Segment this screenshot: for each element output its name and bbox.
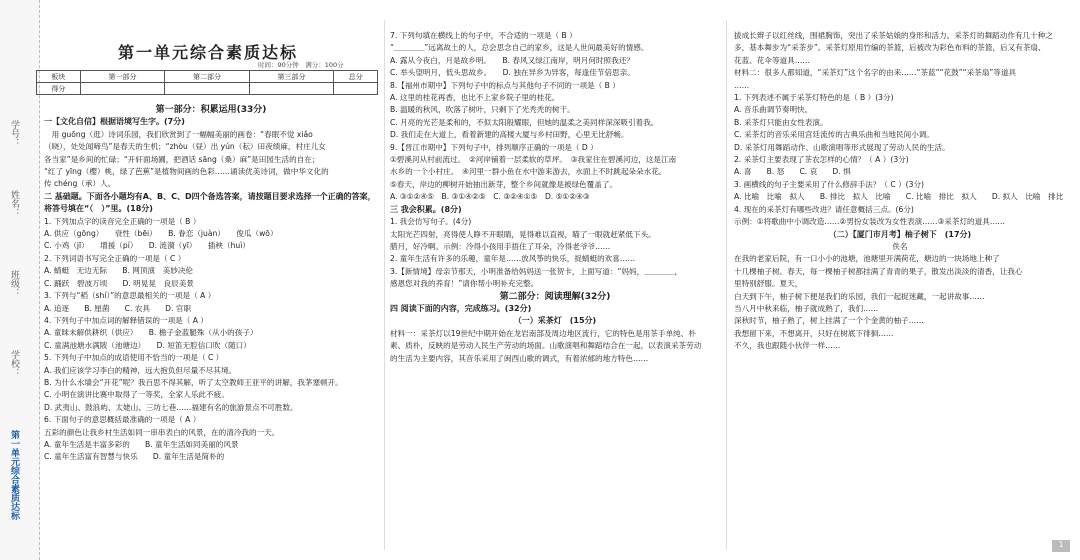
text-line: A. 童昧未解供耕织（供应） B. 檐子金蓝腿殊（从小的孩子） bbox=[44, 328, 258, 338]
text-line: 不久，我也跟随小伙伴一样…… bbox=[734, 341, 841, 351]
text-line: D. 我们走在大道上，看着新建的高楼大厦与乡村田野，心里无比舒畅。 bbox=[390, 130, 629, 140]
text-line: 五彩的颜色让我乡村生活如同一串串表白的风景，在的清冷我的一天。 bbox=[44, 427, 280, 437]
strip-label-id: 学号： bbox=[9, 120, 19, 147]
text-line: 示例：①将歌曲中小调改造……②男扮女装改为女性表演……③采茶灯的道具…… bbox=[734, 217, 1006, 227]
column-1 bbox=[44, 104, 378, 464]
text-line: A. 供应（gōng） 衰性（bēi） B. 眷恋（juàn） 俊瓜（wō） bbox=[44, 229, 278, 239]
reading-2-title: （二）【厦门市月考】柚子树下 (17分) bbox=[828, 229, 972, 239]
text-line: 1. 下列表述不属于采茶灯特色的是（ B ）(3分) bbox=[734, 93, 894, 103]
text-line: 1. 我会仿写句子。(4分) bbox=[390, 217, 472, 227]
score-cell bbox=[165, 83, 250, 95]
score-cell bbox=[334, 83, 378, 95]
score-value-row bbox=[37, 83, 378, 95]
text-line: 深秋时节，柚子熟了，树上挂满了一个个金黄的柚子…… bbox=[734, 316, 924, 326]
text-line: 的生活为主要内容，其音乐采用了闽西山歌的调式，有着浓郁的地方特色…… bbox=[390, 353, 649, 363]
text-line: C. 采茶灯的音乐采用宫廷流传的古典乐曲和当地民间小调。 bbox=[734, 130, 934, 140]
text-line: 素、质朴，反映的是劳动人民生产劳动的场面。山歌演唱和舞蹈结合在一起，以表演采茶劳动 bbox=[390, 341, 702, 351]
questions-7-9 bbox=[390, 30, 720, 204]
part-1-heading: 第一部分：积累运用(33分) bbox=[155, 105, 267, 115]
column-2 bbox=[390, 30, 720, 365]
text-line: A. 音乐曲调节奏明快。 bbox=[734, 105, 813, 115]
text-line: 7. 下列句填在横线上的句子中，不合适的一项是（ B ） bbox=[390, 31, 577, 40]
text-line: 2. 下列词语书写完全正确的一项是（ C ） bbox=[44, 253, 186, 263]
text-line: 9.【晋江市期中】下列句子中，排列顺序正确的一项是（ D ） bbox=[390, 142, 598, 152]
text-line: A. 童年生活是丰富多彩的 B. 童年生活如同美丽的风景 bbox=[44, 439, 239, 449]
text-line: 传 chéng（承）人。 bbox=[44, 179, 116, 189]
text-line: C. 举头望明月，低头思故乡。 D. 独在异乡为异客，每逢佳节倍思亲。 bbox=[390, 68, 635, 78]
reading-1-continued bbox=[734, 30, 1066, 229]
column-3 bbox=[734, 30, 1066, 353]
score-table bbox=[36, 70, 378, 95]
text-line: 里特别舒服。夏天， bbox=[734, 279, 803, 289]
text-line: 感恩您对我的养育！”请你帮小明补充完整。 bbox=[390, 279, 539, 289]
text-line: A. ③①②④⑤ B. ③①④②⑤ C. ③②④①⑤ D. ⑤①②④③ bbox=[390, 192, 590, 202]
binding-strip bbox=[0, 0, 40, 560]
text-line: 3. 画横线的句子主要采用了什么修辞手法？（ C ）(3分) bbox=[734, 179, 925, 189]
score-cell: 得分 bbox=[37, 83, 81, 95]
text-line: A. 喜 B. 怒 C. 哀 D. 惧 bbox=[734, 167, 851, 177]
section-3-body bbox=[390, 216, 720, 290]
text-line: 太阳光芒四射，亮得使人睁不开眼睛，晃得难以直视，瞄了一眼就赶紧低下头。 bbox=[390, 229, 656, 239]
score-cell bbox=[80, 83, 165, 95]
text-line: A. 比喻 比喻 拟人 B. 排比 拟人 比喻 C. 比喻 排比 拟人 D. 拟人 比喻 排比 bbox=[734, 192, 1064, 202]
score-cell: 第一部分 bbox=[80, 71, 165, 83]
text-line: 十几棵柚子树。春天，每一棵柚子树都挂满了青青的果子，散发出淡淡的清香，让我心 bbox=[734, 266, 1023, 276]
text-line: A. 蜻蜓 无边无际 B. 网顶演 美妙决伦 bbox=[44, 266, 194, 276]
text-line: 3. 下列与“稻（shí）”的意思最相关的一项是（ A ） bbox=[44, 291, 216, 301]
text-line: 5. 下列句子中加点的成语使用不恰当的一项是（ C ） bbox=[44, 353, 224, 363]
text-line: 拔成长辫子以红丝线，围裙胸饰，突出了采茶姑娘的身形和活力。采茶灯的舞蹈动作有几十种之 bbox=[734, 31, 1053, 40]
text-line: 我想留下来，不想离开，只好在树底下徘徊…… bbox=[734, 328, 894, 338]
column-divider bbox=[384, 20, 385, 550]
part-2-heading: 第二部分：阅读理解(32分) bbox=[499, 291, 611, 302]
text-line: C. 童年生活富有智慧与快乐 D. 童年生活是简朴的 bbox=[44, 452, 225, 462]
text-line: A. 这里的桂花再香，也比不上家乡院子里的桂花。 bbox=[390, 93, 560, 103]
score-cell: 第二部分 bbox=[165, 71, 250, 83]
text-line: 当八月中秋来临，柚子就成熟了，我们…… bbox=[734, 303, 879, 313]
column-divider bbox=[726, 20, 727, 550]
text-line: C. 小明在演讲比赛中取得了一等奖，全家人乐此不疲。 bbox=[44, 390, 229, 400]
text-line: ①碧溪河从村前流过。 ②河岸铺着一层柔软的草坪。 ③我家住在碧溪河边，这是江南 bbox=[390, 155, 677, 165]
section-1-body bbox=[44, 129, 378, 191]
text-line: B. 采茶灯只能由女性表演。 bbox=[734, 117, 828, 127]
text-line: 材料一：采茶灯以19世纪中期开始在龙岩南部及周边地区流行，它的特色是用茶手单纯、朴 bbox=[390, 328, 696, 338]
text-line: 在我的老家后院，有一口小小的池塘，池塘里开满荷花，塘边的一块场地上种了 bbox=[734, 254, 1000, 264]
text-line: 2. 采茶灯主要表现了茶农怎样的心情？（ A ）(3分) bbox=[734, 155, 909, 165]
text-line: 腊月，好冷啊。示例：冷得小孩用手捂住了耳朵，冷得老爷爷…… bbox=[390, 241, 611, 251]
score-cell: 第三部分 bbox=[249, 71, 334, 83]
section-4-heading: 四 阅读下面的内容，完成练习。(32分) bbox=[390, 303, 532, 313]
text-line: A. 追逐 B. 厘菌 C. 农具 D. 官职 bbox=[44, 303, 192, 313]
text-line: A. 我们应该学习李白的精神，远大抱负但尽量不尽其境。 bbox=[44, 365, 237, 375]
reading-2-author: 佚名 bbox=[892, 241, 908, 251]
text-line: 各当家”是乡间的忙碌；“开轩面场圃，把酒话 sāng（桑）麻”是田园生活的自在； bbox=[44, 154, 320, 164]
page-number: 1 bbox=[1052, 540, 1070, 552]
text-line: C. 童满池塘水满陂（池塘边） D. 短笛无腔信口吹（随口） bbox=[44, 340, 251, 350]
strip-label-school: 学校： bbox=[9, 350, 19, 377]
score-cell: 总分 bbox=[334, 71, 378, 83]
strip-label-name: 姓名： bbox=[9, 190, 19, 217]
text-line: 材料二：很多人都知道，“采茶灯”这个名字的由来……“茶蓝”“花鼓”“采茶扇”等道具 bbox=[734, 68, 1017, 78]
text-line: “＿＿＿＿”远离故土的人，总会思念自己的家乡，这是人世间最美好的情感。 bbox=[390, 43, 649, 53]
text-line: B. 为什么水墙会“开花”呢？我百思不得其解，听了太空教师王亚平的讲解，我茅塞顿开。 bbox=[44, 377, 343, 387]
text-line: B. 温暖的秋风，吹落了树叶，只剩下了光秃秃的树干。 bbox=[390, 105, 575, 115]
text-line: D. 采茶灯用舞蹈动作、山歌演唱等形式展现了劳动人民的生活。 bbox=[734, 142, 950, 152]
reading-2-body bbox=[734, 253, 1066, 352]
text-line: 花蓝、花伞等道具…… bbox=[734, 55, 810, 65]
strip-label-class: 班级： bbox=[9, 270, 19, 297]
text-line: A. 露从今夜白，月是故乡明。 B. 春风又绿江南岸，明月何时照我还？ bbox=[390, 55, 634, 65]
text-line: 8.【福州市期中】下列句子中的标点与其他句子不同的一项是（ B ） bbox=[390, 80, 620, 90]
reading-1-body bbox=[390, 328, 720, 365]
text-line: ⑤春天，岸边的柳树开始抽出新芽，整个乡间就像是被绿色覆盖了。 bbox=[390, 179, 618, 189]
text-line: C. 踊跃 碧波万顷 D. 明晃晃 良辰美景 bbox=[44, 278, 194, 288]
page-title: 第一单元综合素质达标 bbox=[118, 43, 299, 62]
section-1-heading: 一【文化自信】根据语境写生字。(7分) bbox=[44, 117, 185, 127]
score-cell bbox=[249, 83, 334, 95]
section-3-heading: 三 我会积累。(8分) bbox=[390, 204, 462, 214]
text-line: D. 武夷山、鼓浪屿、太姥山、三坊七巷……福建有名的旅游景点不可胜数。 bbox=[44, 402, 298, 412]
section-2-heading: 二 基础题。下面各小题均有A、B、C、D四个备选答案，请按题目要求选择一个正确的答案，将答号填在“（ ）”里。(18分) bbox=[44, 191, 376, 214]
text-line: 1. 下列加点字的读音完全正确的一项是（ B ） bbox=[44, 216, 201, 226]
text-line: （晓），处处闻啼鸟”是春天的生机；“zhòu（昼）出 yún（耘）田夜绩麻，村庄儿女 bbox=[44, 142, 326, 152]
reading-1-title: （一）采茶灯 (15分) bbox=[513, 316, 597, 326]
text-line: 用 guōng（逛）诗词乐园，我们欣赏到了一幅幅美丽的画卷：“春眠不觉 xiǎo bbox=[44, 129, 313, 139]
text-line: 4. 下列句子中加点词的解释错误的一项是（ A ） bbox=[44, 315, 208, 325]
text-line: “红了 yīng（樱）桃，绿了芭蕉”是植物间画的色彩……诵读优美诗词，做中华文化的 bbox=[44, 167, 329, 177]
text-line: 6. 下面句子的意思概括最准确的一项是（ A ） bbox=[44, 415, 201, 425]
text-line: 水乡的一个小村庄。 ④河里一群小鱼在水中游来游去，水面上不时跳起朵朵水花。 bbox=[390, 167, 667, 177]
text-line: 白天到下午，柚子树下便是我们的乐园，我们一起捉迷藏，一起讲故事…… bbox=[734, 291, 985, 301]
section-2-body bbox=[44, 216, 378, 464]
text-line: C. 小鸡（jī） 增援（pí） D. 涟漪（yī） 插秧（huì） bbox=[44, 241, 250, 251]
time-info: 时间：90分钟 满分：100分 bbox=[258, 61, 344, 69]
text-line: 4. 现在的采茶灯有哪些改进？请任意概括三点。(6分) bbox=[734, 204, 914, 214]
text-line: C. 月亮的光芒是柔和的，不似太阳般耀眼，但她的温柔之美同样深深吸引着我。 bbox=[390, 117, 659, 127]
text-line: 多，基本舞步为“采茶步”。采茶灯原用竹编的茶篮，后被改为彩色布料的茶篮，后又有茶扇、 bbox=[734, 43, 1046, 53]
text-line: 2. 童年生活有许多的乐趣，童年是……放风筝的快乐，捉蜻蜓的欢喜…… bbox=[390, 254, 636, 264]
text-line: …… bbox=[734, 80, 750, 90]
strip-label-unit: 第一单元综合素质达标 bbox=[9, 430, 19, 520]
score-header-row bbox=[37, 71, 378, 83]
score-cell: 板块 bbox=[37, 71, 81, 83]
text-line: 3.【新情境】母亲节那天，小明准备给妈妈送一张贺卡，上面写道：“妈妈，＿＿＿＿， bbox=[390, 266, 683, 276]
